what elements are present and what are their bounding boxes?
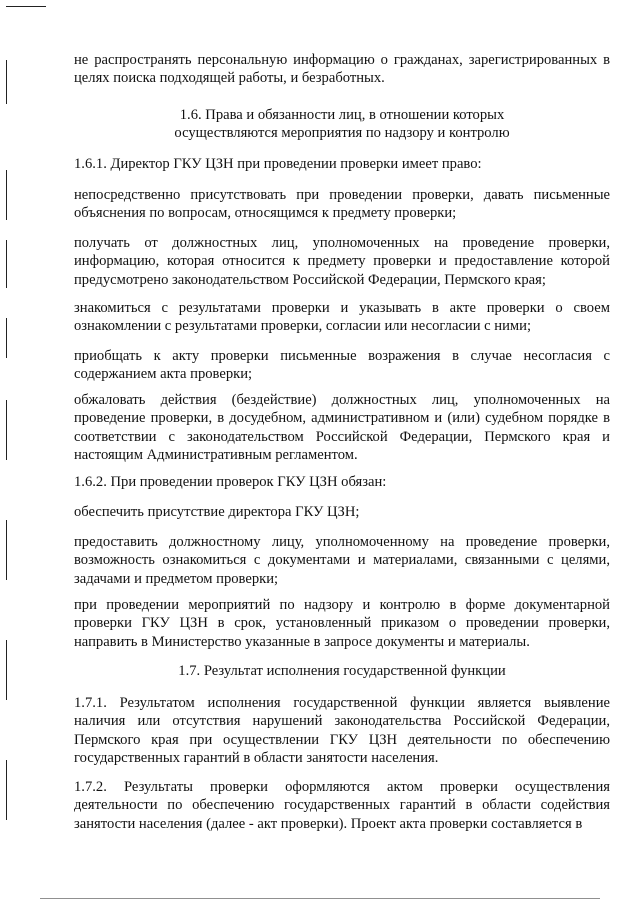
paragraph: 1.6.1. Директор ГКУ ЦЗН при проведении проверки имеет право: [74,156,482,172]
paragraph: обжаловать действия (бездействие) должностных лиц, уполномоченных на проведение проверки, в досудебном, административном и (или) судебном порядке в соответствии с законодательством Российской Федерации, Пермского края и настоящим Административным регламентом. [74,392,610,464]
scan-edge-mark [6,170,7,220]
scan-edge-mark [6,400,7,460]
paragraph: приобщать к акту проверки письменные возражения в случае несогласия с содержанием акта проверки; [74,348,610,383]
section-heading-line: осуществляются мероприятия по надзору и контролю [174,125,510,142]
scan-edge-mark [6,6,46,7]
paragraph: знакомиться с результатами проверки и указывать в акте проверки о своем ознакомлении с результатами проверки, согласии или несогласии с ними; [74,300,610,335]
paragraph: получать от должностных лиц, уполномоченных на проведение проверки, информацию, которая относится к предмету проверки и предоставление которой предусмотрено законодательством Российской Федерации, Пермского края; [74,235,610,288]
paragraph: непосредственно присутствовать при проведении проверки, давать письменные объяснения по вопросам, относящимся к предмету проверки; [74,187,610,222]
scan-edge-mark [40,898,600,899]
paragraph: предоставить должностному лицу, уполномоченному на проведение проверки, возможность ознакомиться с документами и материалами, связанными с целями, задачами и предметом проверки; [74,534,610,587]
paragraph: 1.6.2. При проведении проверок ГКУ ЦЗН обязан: [74,474,387,490]
section-heading-1-7: 1.7. Результат исполнения государственной функции [178,663,506,679]
paragraph: обеспечить присутствие директора ГКУ ЦЗН; [74,504,360,520]
section-heading-1-6 [74,106,610,143]
scan-edge-mark [6,760,7,820]
scan-edge-mark [6,240,7,288]
scan-edge-mark [6,318,7,358]
paragraph: 1.7.2. Результаты проверки оформляются актом проверки осуществления деятельности по обеспечению государственных гарантий в области содействия занятости населения (далее - акт проверки). Проект акта проверки составляется в [74,779,610,832]
section-heading-line: 1.6. Права и обязанности лиц, в отношении которых [179,107,505,123]
scan-edge-mark [6,640,7,700]
paragraph: при проведении мероприятий по надзору и контролю в форме документарной проверки ГКУ ЦЗН в срок, установленный приказом о проведении проверки, направить в Министерство указанные в запросе документы и материалы. [74,597,610,650]
scan-edge-mark [6,520,7,580]
paragraph: 1.7.1. Результатом исполнения государственной функции является выявление наличия или отсутствия нарушений законодательства Российской Федерации, Пермского края при осуществлении ГКУ ЦЗН деятельности по обеспечению государственных гарантий в области занятости населения. [74,695,610,767]
paragraph: не распространять персональную информацию о гражданах, зарегистрированных в целях поиска подходящей работы, и безработных. [74,52,610,87]
scan-edge-mark [6,60,7,104]
